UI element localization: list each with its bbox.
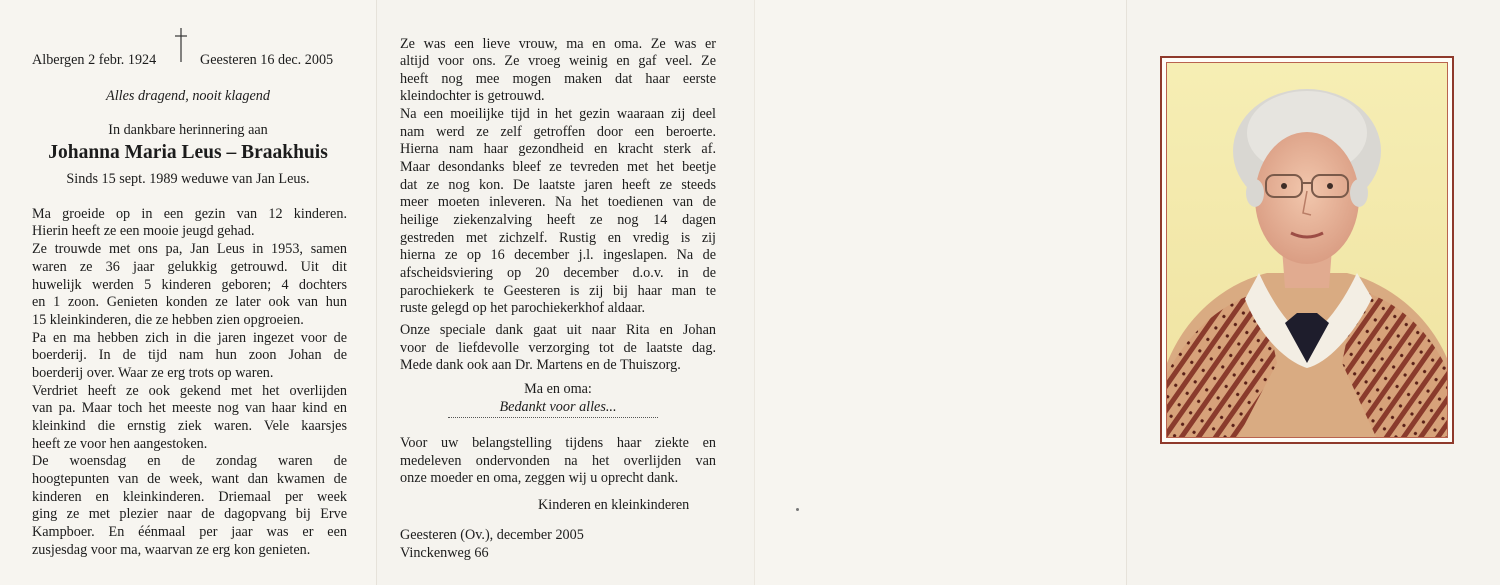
text-line: voor de liefdevolle verzorging tot de laatste dag.	[400, 340, 716, 356]
text-line: Hierin heeft ze een mooie jeugd gehad.	[32, 223, 255, 239]
text-line: Kampboer. En éénmaal per jaar was er een	[32, 524, 347, 540]
place-date: Geesteren (Ov.), december 2005	[400, 527, 584, 543]
portrait-frame	[1160, 56, 1454, 444]
text-line: afscheidsviering op 20 december d.o.v. in de	[400, 265, 716, 281]
text-line: onze moeder en oma, zeggen wij u oprecht dank.	[400, 470, 679, 486]
text-line: van pa. Maar toch het meeste nog van haar kind en	[32, 400, 347, 416]
text-line: Onze speciale dank gaat uit naar Rita en Johan	[400, 322, 716, 338]
text-line: medeleven ondervonden na het overlijden van	[400, 453, 716, 469]
text-line: Na een moeilijke tijd in het gezin waaraan zij deel	[400, 106, 716, 122]
deceased-name: Johanna Maria Leus – Braakhuis	[48, 142, 328, 163]
text-line: gestreden met zichzelf. Rustig en vredig is zij	[400, 230, 716, 246]
text-line: De woensdag en de zondag waren de	[32, 453, 347, 469]
text-line: huwelijk werden 5 kinderen geboren; 4 dochters	[32, 277, 347, 293]
text-line: ging ze met plezier naar de dagopvang bij Erve	[32, 506, 347, 522]
text-line: Ze was een lieve vrouw, ma en oma. Ze was er	[400, 36, 716, 52]
text-line: altijd voor ons. Ze vroeg weinig en gaf veel. Ze	[400, 53, 716, 69]
text-line: heeft nog mee mogen maken dat haar eerste	[400, 71, 716, 87]
portrait-photo	[1166, 62, 1448, 438]
text-line: ruste gelegd op het parochiekerkhof aldaar.	[400, 300, 646, 316]
text-line: heeft ze voor hen aangestoken.	[32, 436, 208, 452]
dotted-divider	[448, 417, 658, 418]
paper-speck	[796, 508, 799, 511]
text-line: Verdriet heeft ze ook gekend met het overlijden	[32, 383, 347, 399]
text-line: heilige ziekenzalving heeft ze nog 14 dagen	[400, 212, 716, 228]
widow-line: Sinds 15 sept. 1989 weduwe van Jan Leus.	[66, 171, 310, 187]
portrait-illustration	[1167, 63, 1448, 438]
text-line: nam werd ze zelf getroffen door een beroerte.	[400, 124, 716, 140]
birth-date: Albergen 2 febr. 1924	[32, 52, 157, 68]
street-address: Vinckenweg 66	[400, 545, 489, 561]
text-line: waren ze 36 jaar gelukkig getrouwd. Uit dit	[32, 259, 347, 275]
text-line: boerderij. In de tijd nam hun zoon Johan de	[32, 347, 347, 363]
text-line: Pa en ma hebben zich in die jaren ingezet voor de	[32, 330, 347, 346]
thanks-salutation: Ma en oma:	[524, 381, 592, 397]
text-line: meer moeten inleveren. Na het toedienen van de	[400, 194, 716, 210]
text-line: en 1 zoon. Genieten konden ze later ook van hun	[32, 294, 347, 310]
signature: Kinderen en kleinkinderen	[538, 497, 690, 513]
text-line: Hierna nam haar gezondheid en kracht sterk af.	[400, 141, 716, 157]
text-line: boerderij over. Waar ze erg trots op waren.	[32, 365, 274, 381]
text-line: kleindochter is getrouwd.	[400, 88, 545, 104]
text-line: Mede dank ook aan Dr. Martens en de Thuiszorg.	[400, 357, 681, 373]
cross-icon	[175, 28, 187, 62]
card-panel-blank	[754, 0, 1127, 585]
text-line: Ze trouwde met ons pa, Jan Leus in 1953, samen	[32, 241, 347, 257]
thanks-phrase: Bedankt voor alles...	[499, 399, 617, 415]
memory-intro: In dankbare herinnering aan	[108, 122, 268, 138]
text-line: hoogtepunten van de week, want dan kwamen de	[32, 471, 347, 487]
text-line: dat ze nog kon. De laatste jaren heeft ze steeds	[400, 177, 716, 193]
text-line: hierna ze op 16 december j.l. ingeslapen. Na de	[400, 247, 716, 263]
text-line: 15 kleinkinderen, die ze hebben zien opgroeien.	[32, 312, 304, 328]
text-line: parochiekerk te Geesteren is zij bij haar man te	[400, 283, 716, 299]
text-line: zusjesdag voor ma, waarvan ze erg kon genieten.	[32, 542, 311, 558]
text-line: Voor uw belangstelling tijdens haar ziekte en	[400, 435, 716, 451]
text-line: Maar desondanks bleef ze tevreden met het beetje	[400, 159, 716, 175]
text-line: Ma groeide op in een gezin van 12 kinderen.	[32, 206, 347, 222]
death-date: Geesteren 16 dec. 2005	[200, 52, 334, 68]
text-line: kinderen en kleinkinderen. Driemaal per week	[32, 489, 347, 505]
text-line: kleinkind die ernstig ziek waren. Vele kaarsjes	[32, 418, 347, 434]
motto: Alles dragend, nooit klagend	[106, 88, 270, 104]
